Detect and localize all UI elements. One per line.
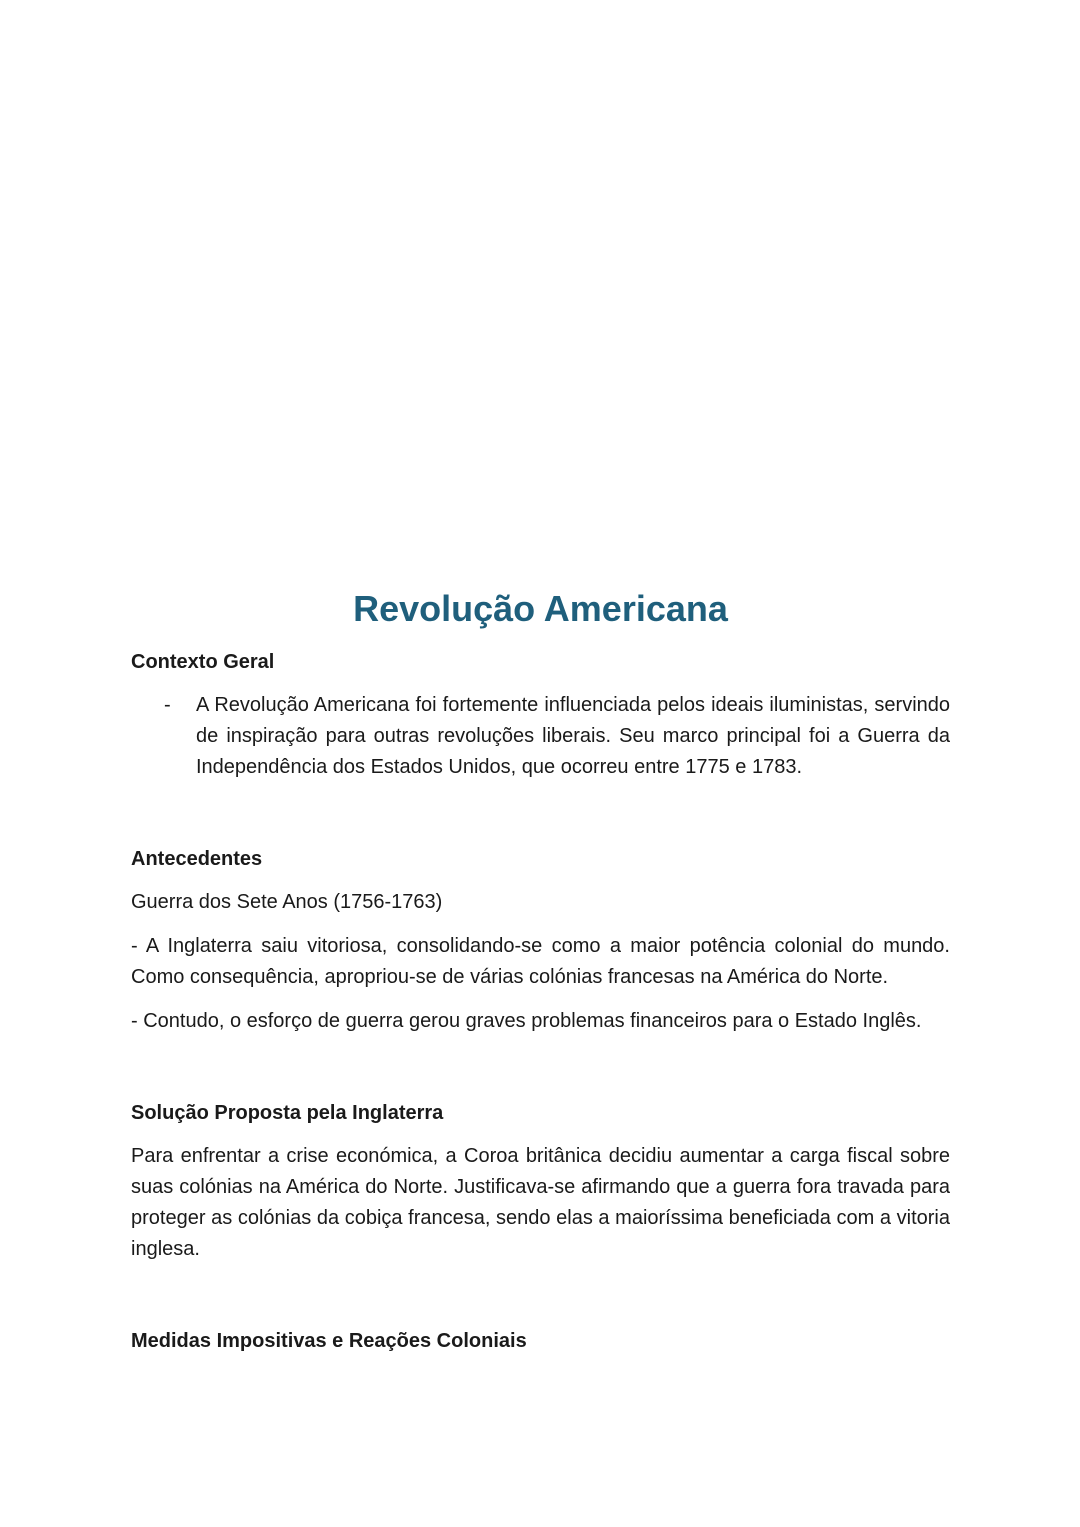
document-content	[131, 586, 950, 1355]
section-heading-antecedentes: Antecedentes	[131, 848, 263, 870]
section-heading-medidas-impositivas: Medidas Impositivas e Reações Coloniais	[131, 1330, 527, 1352]
bullet-dash: -	[164, 694, 171, 716]
subheading-guerra-sete-anos: Guerra dos Sete Anos (1756-1763)	[131, 891, 443, 913]
bullet-text: A Revolução Americana foi fortemente influenciada pelos ideais iluministas, servindo de inspiração para outras revoluções liberais. Seu marco principal foi a Guerra da Independência dos Estados Unidos, que ocorreu entre 1775 e 1783.	[196, 694, 950, 778]
section-heading-contexto-geral: Contexto Geral	[131, 651, 275, 673]
paragraph: - A Inglaterra saiu vitoriosa, consolidando-se como a maior potência colonial do mundo. Como consequência, apropriou-se de várias colónias francesas na América do Norte.	[131, 935, 950, 988]
paragraph: - Contudo, o esforço de guerra gerou graves problemas financeiros para o Estado Inglês.	[131, 1010, 922, 1032]
paragraph: Para enfrentar a crise económica, a Coroa britânica decidiu aumentar a carga fiscal sobre suas colónias na América do Norte. Justificava-se afirmando que a guerra fora travada para proteger as colónias da cobiça francesa, sendo elas a maioríssima beneficiada com a vitoria inglesa.	[131, 1145, 950, 1260]
list-item	[131, 690, 950, 783]
section-heading-solucao-proposta: Solução Proposta pela Inglaterra	[131, 1102, 444, 1124]
document-title: Revolução Americana	[353, 588, 728, 629]
